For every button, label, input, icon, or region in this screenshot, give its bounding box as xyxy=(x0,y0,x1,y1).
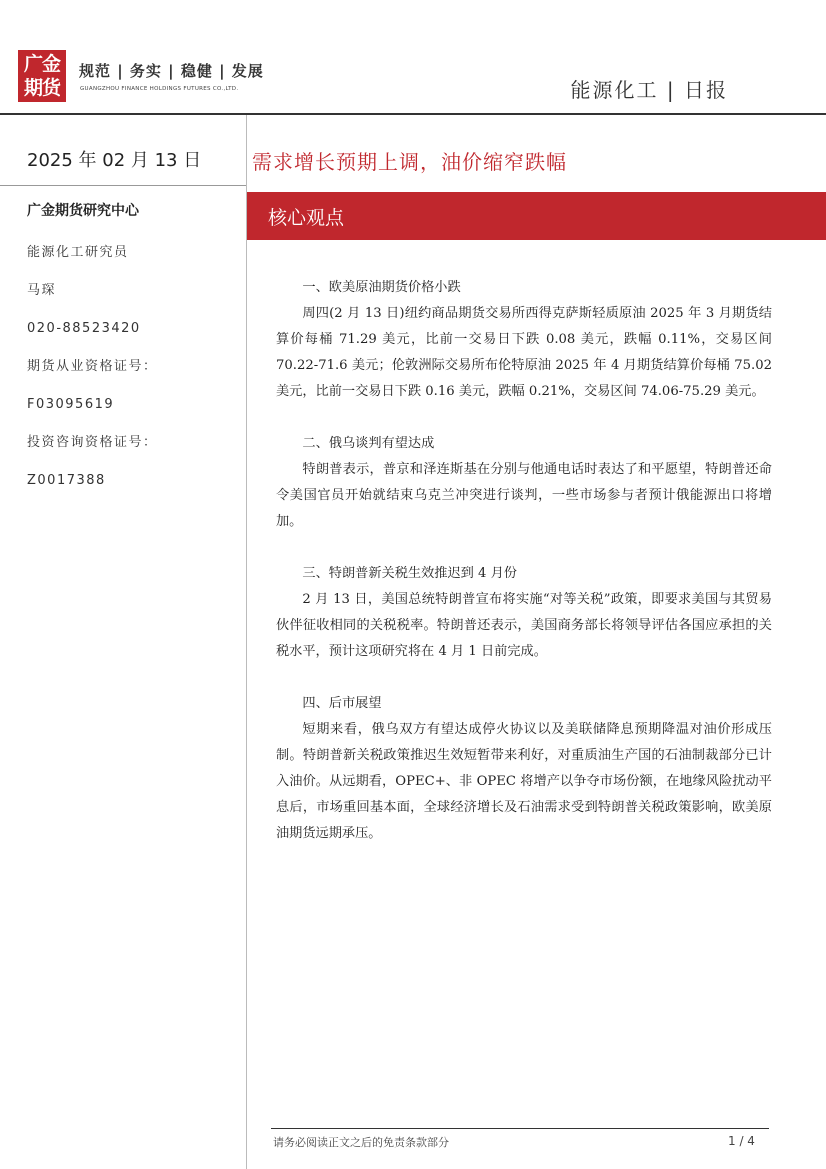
section-heading: 三、特朗普新关税生效推迟到 4 月份 xyxy=(302,566,517,581)
company-slogan: 规范 | 务实 | 稳健 | 发展 xyxy=(79,62,264,80)
report-body xyxy=(276,275,772,847)
section-heading: 一、欧美原油期货价格小跌 xyxy=(302,280,461,295)
section-paragraph: 2 月 13 日，美国总统特朗普宣布将实施“对等关税”政策，即要求美国与其贸易伙伴征收相同的关税税率。特朗普还表示，美国商务部长将领导评估各国应承担的关税水平，预计这项研究将在 4 月 1 日前完成。 xyxy=(276,592,772,659)
analyst-phone: 020-88523420 xyxy=(27,321,141,336)
analyst-name: 马琛 xyxy=(27,283,57,298)
company-english-name: GUANGZHOU FINANCE HOLDINGS FUTURES CO.,LTD. xyxy=(80,86,239,92)
futures-license-label: 期货从业资格证号： xyxy=(27,359,158,374)
advisory-license-label: 投资咨询资格证号： xyxy=(27,435,158,450)
report-title: 需求增长预期上调，油价缩窄跌幅 xyxy=(252,150,567,174)
section-paragraph: 短期来看，俄乌双方有望达成停火协议以及美联储降息预期降温对油价形成压制。特朗普新关税政策推迟生效短暂带来利好，对重质油生产国的石油制裁部分已计入油价。从远期看，OPEC+、非 OPEC 将增产以争夺市场份额，在地缘风险扰动平息后，市场重回基本面，全球经济增长及石油需求受到特朗普关税政策影响，欧美原油期货远期承压。 xyxy=(276,722,772,841)
analyst-role: 能源化工研究员 xyxy=(27,245,129,260)
section-heading: 二、俄乌谈判有望达成 xyxy=(302,436,435,451)
report-type: 能源化工 | 日报 xyxy=(570,78,728,102)
section-heading: 四、后市展望 xyxy=(302,696,382,711)
section-paragraph: 特朗普表示，普京和泽连斯基在分别与他通电话时表达了和平愿望，特朗普还命令美国官员开始就结束乌克兰冲突进行谈判，一些市场参与者预计俄能源出口将增加。 xyxy=(276,462,772,529)
core-view-label: 核心观点 xyxy=(268,207,345,229)
page-number: 1 / 4 xyxy=(728,1134,755,1148)
logo-text-line2: 期货 xyxy=(23,77,60,99)
analyst-info xyxy=(27,243,158,509)
report-date: 2025 年 02 月 13 日 xyxy=(27,150,202,171)
sidebar-divider xyxy=(0,185,246,186)
futures-license-number: F03095619 xyxy=(27,397,115,412)
logo-text-line1: 广金 xyxy=(23,53,60,75)
research-center: 广金期货研究中心 xyxy=(27,203,139,219)
company-logo xyxy=(18,50,66,102)
disclaimer-note: 请务必阅读正文之后的免责条款部分 xyxy=(273,1136,449,1149)
section-paragraph: 周四(2 月 13 日)纽约商品期货交易所西得克萨斯轻质原油 2025 年 3 月期货结算价每桶 71.29 美元，比前一交易日下跌 0.08 美元，跌幅 0.11%，交易区间 70.22-71.6 美元；伦敦洲际交易所布伦特原油 2025 年 4 月期货结算价每桶 75.02 美元，比前一交易日下跌 0.16 美元，跌幅 0.21%，交易区间 74.06-75.29 美元。 xyxy=(276,306,772,399)
footer-divider xyxy=(271,1128,769,1129)
advisory-license-number: Z0017388 xyxy=(27,473,106,488)
